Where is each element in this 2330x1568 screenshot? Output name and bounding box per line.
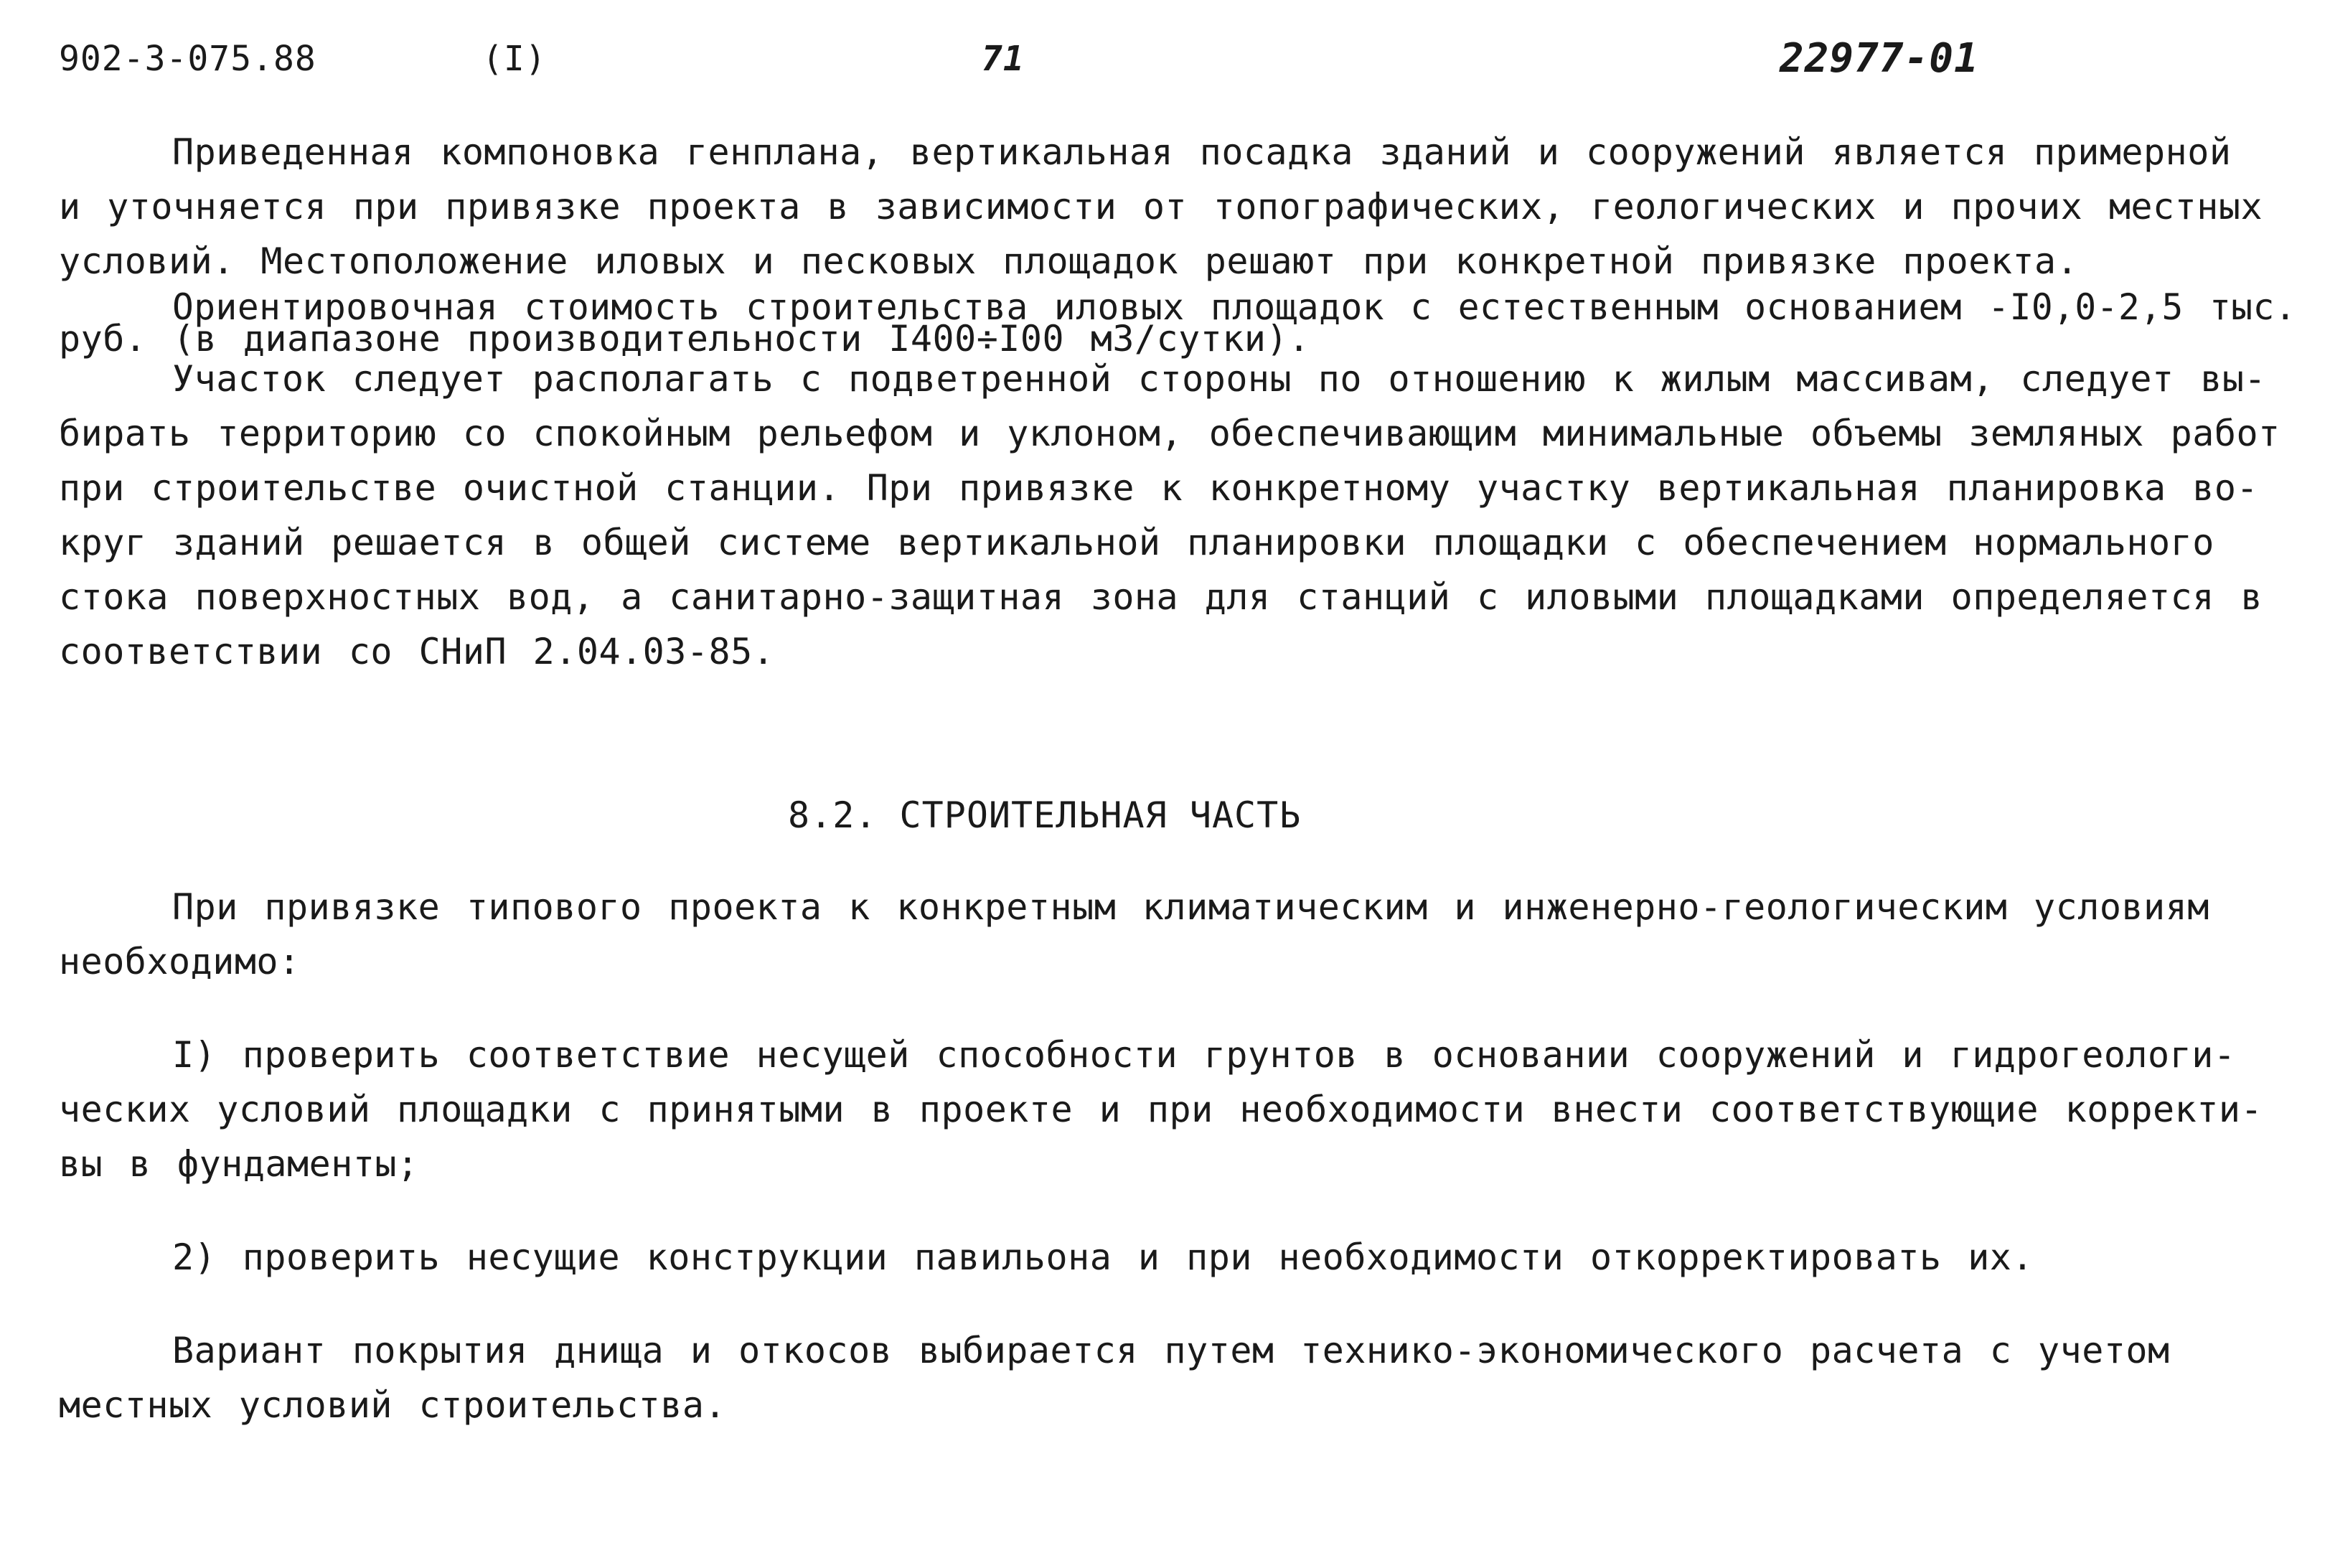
paragraph-line: стока поверхностных вод, а санитарно-защитная зона для станций с иловыми площадками определяется в [59, 576, 2263, 618]
paragraph-line: условий. Местоположение иловых и песковых площадок решают при конкретной привязке проекта. [59, 240, 2079, 282]
paragraph-line: соответствии со СНиП 2.04.03-85. [59, 631, 775, 672]
paragraph-line: Вариант покрытия днища и откосов выбирается путем технико-экономического расчета с учетом [172, 1330, 2170, 1371]
list-item-line: 2) проверить несущие конструкции павильона и при необходимости откорректировать их. [172, 1236, 2034, 1278]
paragraph-line: необходимо: [59, 941, 301, 982]
paragraph-line: Ориентировочная стоимость строительства иловых площадок с естественным основанием -I0,0-2,5 тыс. [172, 286, 2297, 328]
issue-number: (I) [482, 39, 547, 79]
paragraph-line: бирать территорию со спокойным рельефом и уклоном, обеспечивающим минимальные объемы земляных работ [59, 413, 2280, 454]
list-item-line: I) проверить соответствие несущей способности грунтов в основании сооружений и гидрогеологи- [172, 1034, 2236, 1076]
paragraph-line: Участок следует располагать с подветренной стороны по отношению к жилым массивам, следует вы- [172, 358, 2267, 400]
paragraph-line: местных условий строительства. [59, 1384, 727, 1426]
document-code: 902-3-075.88 [59, 39, 316, 79]
registration-number: 22977-01 [1780, 35, 1979, 82]
list-item-line: ческих условий площадки с принятыми в проекте и при необходимости внести соответствующие корректи- [59, 1089, 2263, 1130]
paragraph-line: и уточняется при привязке проекта в зависимости от топографических, геологических и прочих местных [59, 186, 2263, 227]
paragraph-line: руб. (в диапазоне производительности I400÷I00 м3/сутки). [59, 318, 1310, 360]
paragraph-line: круг зданий решается в общей системе вертикальной планировки площадки с обеспечением нормального [59, 522, 2214, 563]
paragraph-line: Приведенная компоновка генплана, вертикальная посадка зданий и сооружений является примерной [172, 131, 2232, 173]
section-heading: 8.2. СТРОИТЕЛЬНАЯ ЧАСТЬ [788, 794, 1302, 836]
page-number: 71 [982, 39, 1025, 79]
paragraph-line: При привязке типового проекта к конкретным климатическим и инженерно-геологическим условиям [172, 886, 2209, 928]
list-item-line: вы в фундаменты; [59, 1143, 419, 1185]
paragraph-line: при строительстве очистной станции. При привязке к конкретному участку вертикальная планировка во- [59, 467, 2259, 509]
